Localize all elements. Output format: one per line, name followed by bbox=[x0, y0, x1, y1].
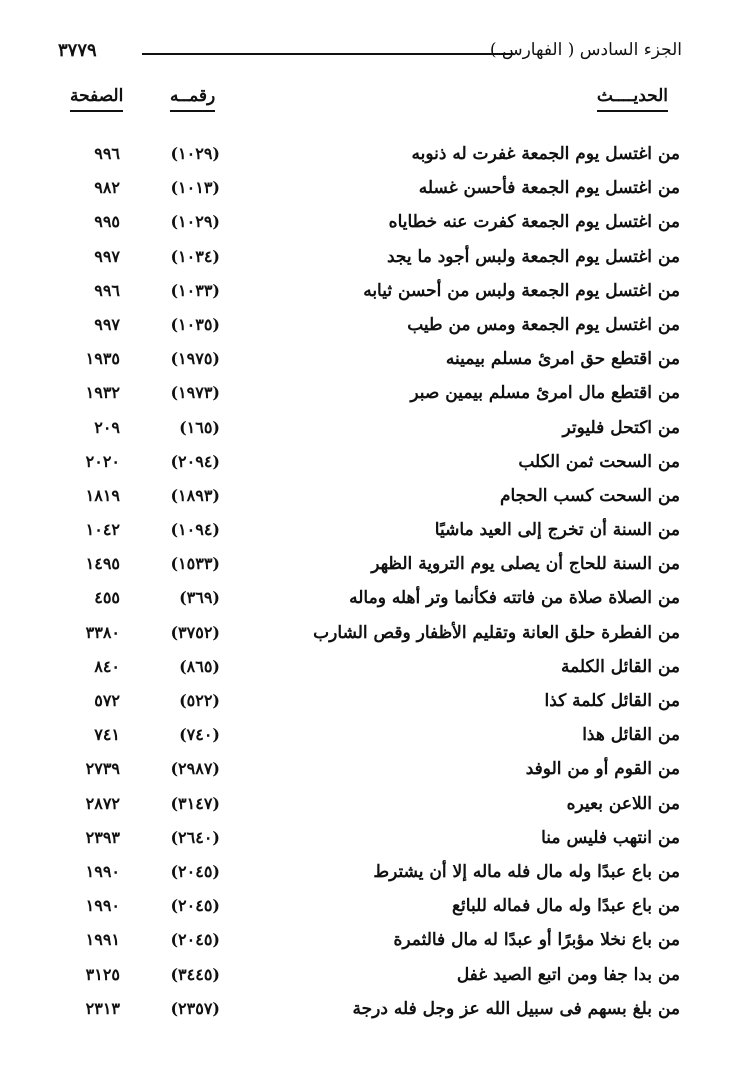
hadith-number: (٣٦٩) bbox=[179, 588, 220, 608]
hadith-text: من اغتسل يوم الجمعة ومس من طيب bbox=[407, 314, 680, 335]
hadith-text: من الفطرة حلق العانة وتقليم الأظفار وقص الشارب bbox=[313, 622, 680, 643]
index-entry bbox=[0, 345, 756, 379]
index-entry bbox=[0, 961, 756, 995]
hadith-number: (٢٠٩٤) bbox=[170, 451, 220, 471]
index-entry bbox=[0, 721, 756, 755]
index-entry bbox=[0, 755, 756, 789]
page-reference: ٩٩٥ bbox=[94, 212, 120, 232]
hadith-text: من السنة للحاج أن يصلى يوم التروية الظهر bbox=[371, 554, 680, 575]
hadith-text: من باع نخلا مؤبرًا أو عبدًا له مال فالثمرة bbox=[393, 930, 680, 951]
page-reference: ١٩٩٠ bbox=[85, 861, 120, 881]
page-reference: ٢٣٩٣ bbox=[85, 827, 120, 847]
page-reference: ٢٣١٣ bbox=[85, 998, 120, 1018]
page-reference: ٢٨٧٢ bbox=[85, 793, 120, 813]
hadith-number: (١٦٥) bbox=[179, 417, 220, 437]
hadith-text: من باع عبدًا وله مال فله ماله إلا أن يشترط bbox=[373, 861, 680, 882]
index-entry bbox=[0, 858, 756, 892]
hadith-number: (١٩٧٥) bbox=[170, 349, 220, 369]
hadith-number: (٢٠٤٥) bbox=[170, 896, 220, 916]
hadith-text: من السحت كسب الحجام bbox=[499, 485, 680, 506]
hadith-text: من القائل كلمة كذا bbox=[544, 691, 680, 711]
running-header bbox=[58, 40, 682, 66]
index-entry bbox=[0, 584, 756, 618]
hadith-text: من السحت ثمن الكلب bbox=[518, 451, 680, 472]
page-reference: ٧٤١ bbox=[94, 725, 120, 745]
page-reference: ٩٩٧ bbox=[94, 314, 120, 334]
hadith-number: (٣٧٥٢) bbox=[170, 622, 220, 642]
page-reference: ١٤٩٥ bbox=[85, 554, 120, 574]
hadith-number: (١٨٩٣) bbox=[170, 485, 220, 505]
hadith-text: من اللاعن بعيره bbox=[566, 793, 680, 814]
index-entry bbox=[0, 687, 756, 721]
index-entry bbox=[0, 482, 756, 516]
index-entry bbox=[0, 790, 756, 824]
index-entry bbox=[0, 140, 756, 174]
hadith-text: من اكتحل فليوتر bbox=[562, 417, 680, 438]
hadith-text: من القائل هذا bbox=[582, 725, 680, 746]
hadith-number: (١٠١٣) bbox=[170, 178, 220, 198]
index-entry bbox=[0, 208, 756, 242]
index-entry bbox=[0, 516, 756, 550]
hadith-number: (٢٩٨٧) bbox=[170, 759, 220, 779]
hadith-text: من اغتسل يوم الجمعة ولبس أجود ما يجد bbox=[386, 246, 680, 267]
index-entry bbox=[0, 926, 756, 960]
hadith-number: (٧٤٠) bbox=[179, 725, 220, 745]
hadith-number: (١٥٣٣) bbox=[170, 554, 220, 574]
page-number: ٣٧٧٩ bbox=[58, 40, 97, 61]
hadith-number: (٢٦٤٠) bbox=[170, 827, 220, 847]
page-reference: ٢٠٩ bbox=[94, 417, 120, 437]
hadith-text: من القوم أو من الوفد bbox=[525, 759, 680, 780]
page-reference: ٤٥٥ bbox=[94, 588, 120, 608]
hadith-text: من اقتطع مال امرئ مسلم بيمين صبر bbox=[410, 383, 680, 404]
hadith-number: (٨٦٥) bbox=[179, 656, 220, 676]
hadith-text: من باع عبدًا وله مال فماله للبائع bbox=[452, 896, 680, 917]
hadith-text: من القائل الكلمة bbox=[560, 656, 680, 677]
page-reference: ١٩٩١ bbox=[85, 930, 120, 950]
hadith-number: (١٠٣٤) bbox=[170, 246, 220, 266]
hadith-number: (٣١٤٧) bbox=[170, 793, 220, 813]
page-reference: ٢٧٣٩ bbox=[85, 759, 120, 779]
hadith-number: (١٠٣٣) bbox=[170, 280, 220, 300]
page-reference: ٢٠٢٠ bbox=[85, 451, 120, 471]
index-entry bbox=[0, 243, 756, 277]
index-entry bbox=[0, 653, 756, 687]
index-entry bbox=[0, 824, 756, 858]
hadith-number: (٢٣٥٧) bbox=[170, 998, 220, 1018]
index-entry bbox=[0, 379, 756, 413]
index-entry bbox=[0, 619, 756, 653]
hadith-number: (١٠٩٤) bbox=[170, 520, 220, 540]
page-reference: ٩٨٢ bbox=[94, 178, 120, 198]
page-reference: ١٠٤٢ bbox=[85, 520, 120, 540]
index-entries bbox=[0, 140, 756, 1029]
page-reference: ١٨١٩ bbox=[85, 485, 120, 505]
hadith-text: من اغتسل يوم الجمعة غفرت له ذنوبه bbox=[411, 144, 680, 164]
hadith-text: من اقتطع حق امرئ مسلم بيمينه bbox=[445, 349, 680, 370]
hadith-text: من بدا جفا ومن اتبع الصيد غفل bbox=[456, 964, 680, 985]
hadith-number: (٥٢٢) bbox=[179, 691, 220, 710]
hadith-text: من السنة أن تخرج إلى العيد ماشيًا bbox=[434, 520, 680, 541]
index-entry bbox=[0, 174, 756, 208]
page-reference: ٩٩٦ bbox=[94, 144, 120, 163]
hadith-text: من اغتسل يوم الجمعة ولبس من أحسن ثيابه bbox=[363, 280, 680, 301]
page-reference: ٩٩٦ bbox=[94, 280, 120, 300]
index-entry bbox=[0, 892, 756, 926]
hadith-number: (١٩٧٣) bbox=[170, 383, 220, 403]
index-entry bbox=[0, 995, 756, 1029]
hadith-number: (١٠٣٥) bbox=[170, 314, 220, 334]
index-entry bbox=[0, 277, 756, 311]
hadith-text: من الصلاة صلاة من فاتته فكأنما وتر أهله وماله bbox=[349, 588, 680, 609]
running-title: الجزء السادس ( الفهارس ) bbox=[489, 40, 682, 60]
page-reference: ٨٤٠ bbox=[94, 656, 120, 676]
page-reference: ٣٣٨٠ bbox=[85, 622, 120, 642]
hadith-number: (٢٠٤٥) bbox=[170, 930, 220, 950]
hadith-number: (١٠٢٩) bbox=[170, 144, 220, 163]
index-entry bbox=[0, 311, 756, 345]
hadith-text: من بلغ بسهم فى سبيل الله عز وجل فله درجة bbox=[352, 998, 680, 1019]
hadith-text: من انتهب فليس منا bbox=[541, 827, 680, 848]
index-entry bbox=[0, 414, 756, 448]
hadith-text: من اغتسل يوم الجمعة كفرت عنه خطاياه bbox=[388, 212, 680, 233]
index-entry bbox=[0, 448, 756, 482]
page-reference: ٣١٢٥ bbox=[85, 964, 120, 984]
page-reference: ٥٧٢ bbox=[94, 691, 120, 710]
page-reference: ٩٩٧ bbox=[94, 246, 120, 266]
page-reference: ١٩٣٢ bbox=[85, 383, 120, 403]
page-reference: ١٩٣٥ bbox=[85, 349, 120, 369]
page-reference: ١٩٩٠ bbox=[85, 896, 120, 916]
column-heading-hadith: الحديــــث bbox=[597, 86, 668, 112]
hadith-number: (٣٤٤٥) bbox=[170, 964, 220, 984]
column-heading-page: الصفحة bbox=[70, 86, 123, 112]
hadith-number: (٢٠٤٥) bbox=[170, 861, 220, 881]
column-heading-number: رقمــه bbox=[170, 86, 215, 112]
index-entry bbox=[0, 550, 756, 584]
hadith-text: من اغتسل يوم الجمعة فأحسن غسله bbox=[418, 178, 680, 199]
hadith-number: (١٠٢٩) bbox=[170, 212, 220, 232]
header-rule bbox=[142, 53, 514, 55]
